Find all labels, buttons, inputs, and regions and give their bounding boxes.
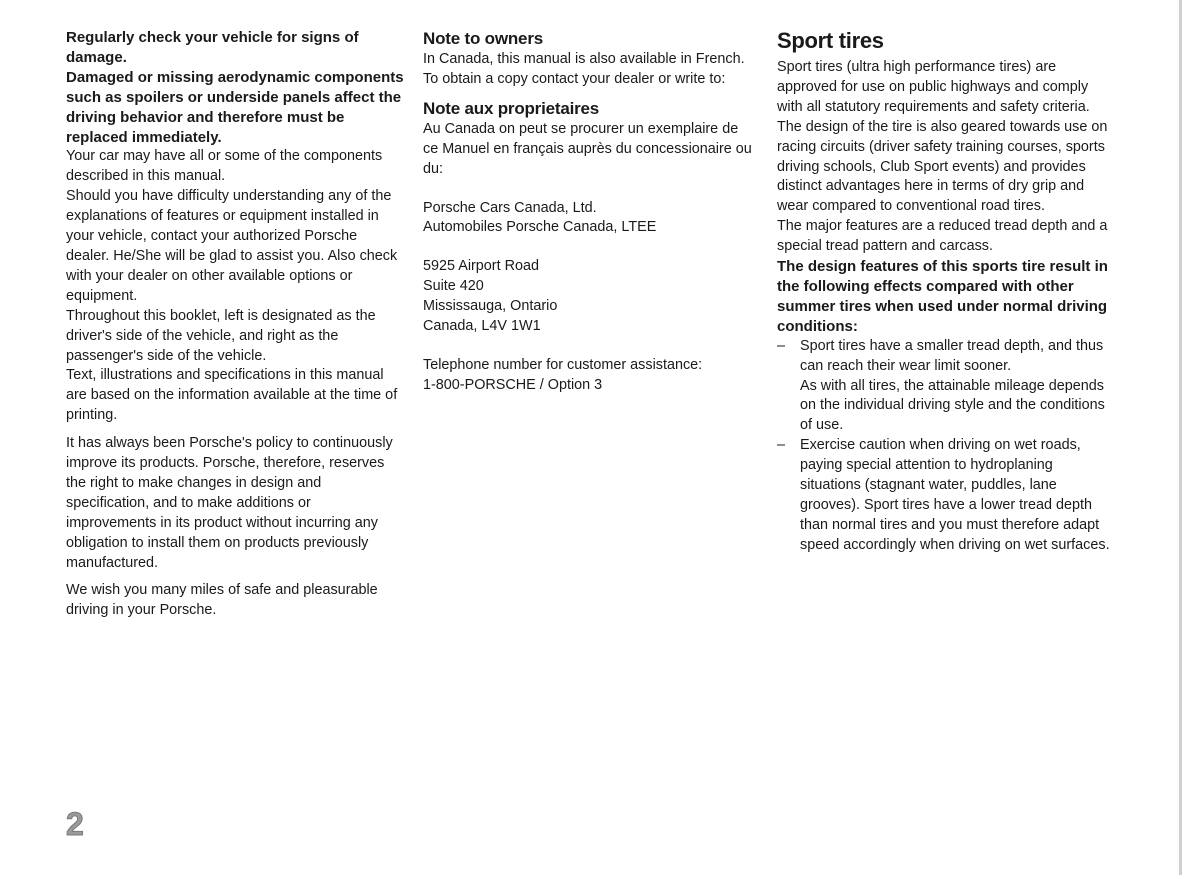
sport-tires-effects-list — [777, 337, 1117, 556]
phone-label: Telephone number for customer assistance: — [423, 356, 703, 373]
phone-number: 1-800-PORSCHE / Option 3 — [423, 376, 603, 393]
company-name-en: Porsche Cars Canada, Ltd. — [423, 199, 597, 216]
damage-warning-body: Damaged or missing aerodynamic components such as spoilers or underside panels affect the driving behavior and therefore must be replaced immediately. — [66, 68, 404, 146]
heading-note-aux-proprietaires: Note aux proprietaires — [423, 98, 600, 118]
sport-tires-design: The design of the tire is also geared towards use on racing circuits (driver safety training courses, sports driving schools, Club Sport events) and provides distinct advantages here in terms of dry grip and wear compared to conventional road tires. — [777, 118, 1108, 215]
phone-block — [423, 356, 755, 396]
components-note: Your car may have all or some of the components described in this manual. — [66, 148, 383, 185]
company-block — [423, 199, 755, 239]
note-to-owners-text: In Canada, this manual is also available in French. To obtain a copy contact your dealer or write to: — [423, 51, 745, 87]
dash-bullet: – — [777, 437, 786, 454]
address-street: 5925 Airport Road — [423, 258, 540, 275]
address-block — [423, 257, 755, 337]
address-postal: Canada, L4V 1W1 — [423, 318, 541, 335]
list-item — [777, 337, 1117, 437]
middle-column — [423, 28, 755, 396]
dealer-contact-note: Should you have difficulty understanding any of the explanations of features or equipment installed in your vehicle, contact your authorized Porsche dealer. He/She will be glad to assist you. Also check with your dealer on other available options or equipment. — [66, 188, 398, 304]
right-column — [777, 28, 1117, 556]
printing-info-note: Text, illustrations and specifications in this manual are based on the information available at the time of printing. — [66, 367, 398, 424]
policy-paragraph: It has always been Porsche's policy to continuously improve its products. Porsche, therefore, reserves the right to make changes in design and specification, and to make additions or improvements in its product without incurring any obligation to install them on products previously manufactured. — [66, 435, 393, 571]
heading-sport-tires: Sport tires — [777, 28, 884, 53]
effect-wet-roads: Exercise caution when driving on wet roads, paying special attention to hydroplaning situations (stagnant water, puddles, lane grooves). Sport tires have a lower tread depth than normal tires and you must therefore adapt speed accordingly when driving on wet surfaces. — [800, 437, 1110, 553]
note-aux-proprietaires-text: Au Canada on peut se procurer un exemplaire de ce Manuel en français auprès du concessionaire ou du: — [423, 120, 752, 177]
sport-tires-effects-intro: The design features of this sports tire result in the following effects compared with other summer tires when used under normal driving conditions: — [777, 258, 1108, 335]
list-item — [777, 436, 1117, 555]
dash-bullet: – — [777, 337, 786, 354]
address-city: Mississauga, Ontario — [423, 298, 558, 315]
page-number: 2 — [66, 806, 84, 842]
side-designation-note: Throughout this booklet, left is designated as the driver's side of the vehicle, and right as the passenger's side of the vehicle. — [66, 307, 376, 364]
address-suite: Suite 420 — [423, 278, 484, 295]
sport-tires-approval: Sport tires (ultra high performance tires) are approved for use on public highways and comply with all statutory requirements and safety criteria. — [777, 59, 1090, 115]
closing-wish: We wish you many miles of safe and pleasurable driving in your Porsche. — [66, 582, 378, 619]
damage-warning-lead: Regularly check your vehicle for signs of damage. — [66, 29, 359, 66]
sport-tires-features: The major features are a reduced tread depth and a special tread pattern and carcass. — [777, 218, 1108, 255]
left-column — [66, 28, 404, 621]
company-name-fr: Automobiles Porsche Canada, LTEE — [423, 219, 657, 236]
heading-note-to-owners: Note to owners — [423, 29, 543, 48]
effect-tread-depth: Sport tires have a smaller tread depth, and thus can reach their wear limit sooner. As with all tires, the attainable mileage depends on the individual driving style and the conditions of use. — [800, 337, 1105, 434]
